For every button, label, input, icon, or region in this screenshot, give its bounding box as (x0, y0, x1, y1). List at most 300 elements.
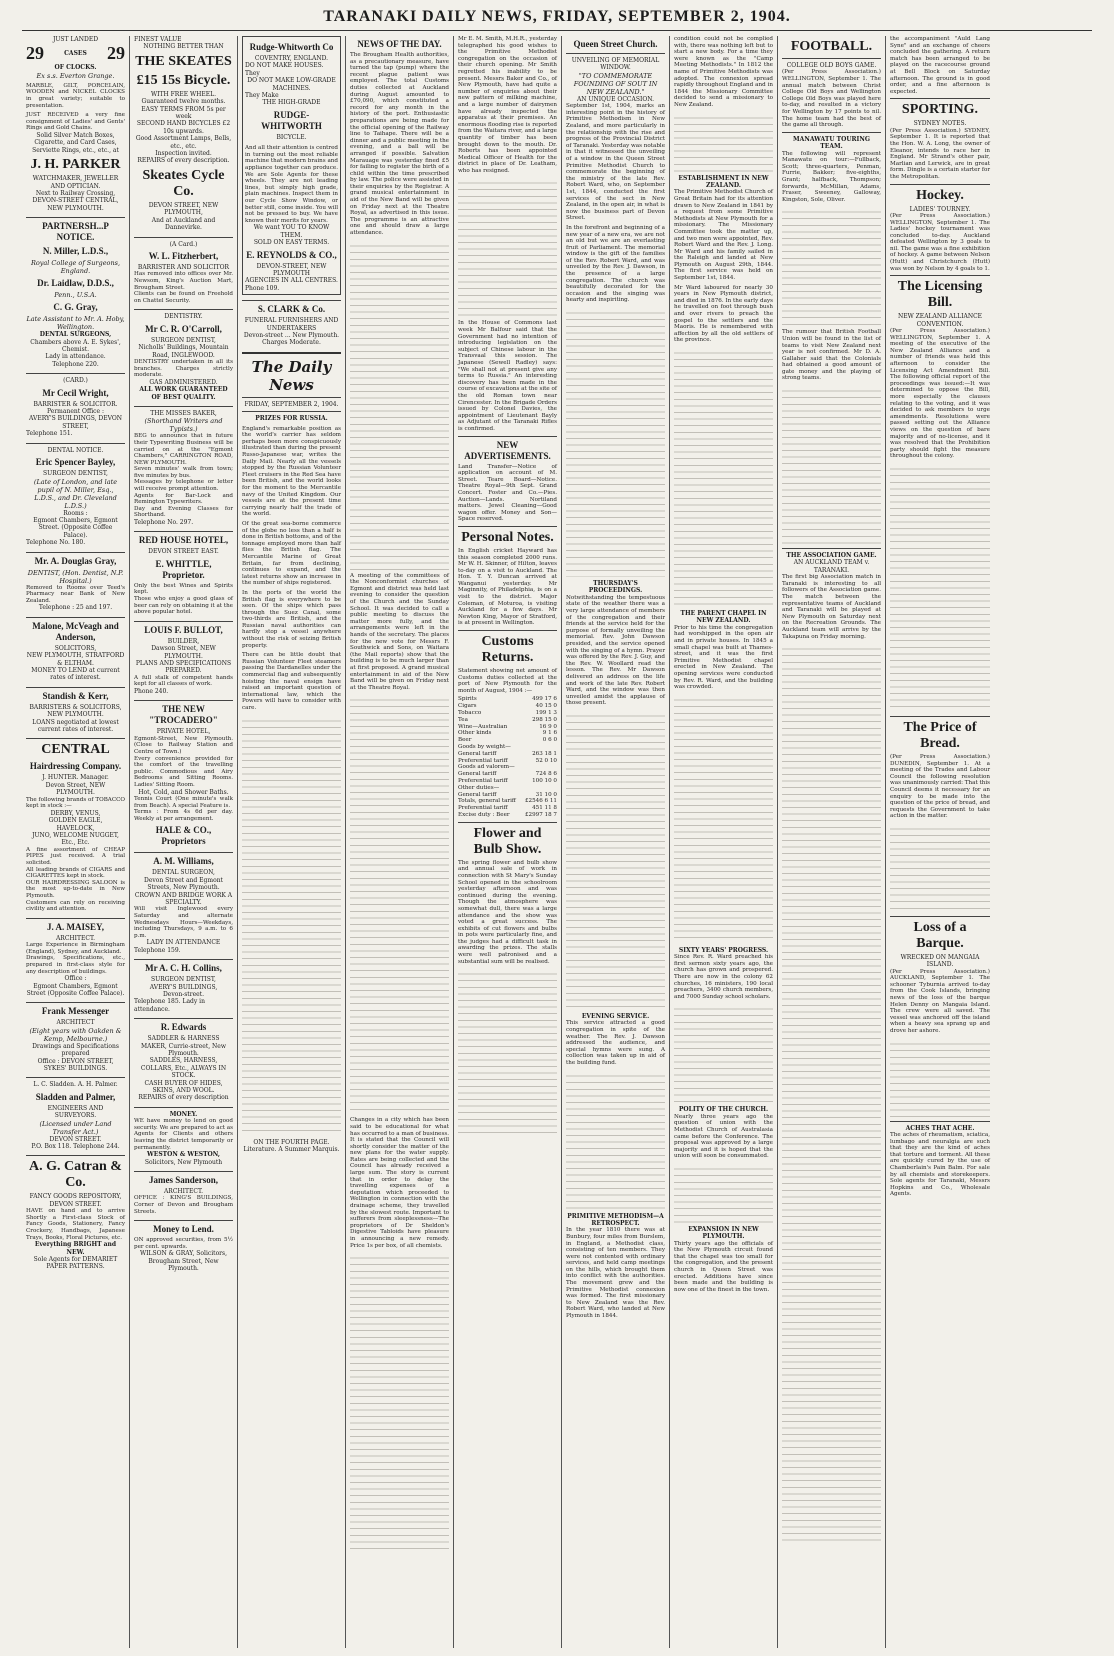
polity-body: Nearly three years ago the question of union with the Methodist Church of Australasia came before the Conference. The proposal was approved by a large majority and it is hoped that the union will soon be consummated. (674, 1113, 773, 1160)
news-text-block-3 (350, 1252, 449, 1552)
barque-text-block (890, 1038, 990, 1118)
customs-item: Other duties— (458, 784, 500, 791)
col7-body: condition could not be complied with, there was nothing left but to start a new body. For a time they were known as the "Camp Meeting Methodists." In 1812 the name of Primitive Methodists was adopted. The connexion spread rapidly throughout England and in 1844 the Missionary Committee decided to send a missionary to New Zealand. (674, 36, 773, 108)
central-pipes: A fine assortment of CHEAP PIPES just received. A trial solicited. (26, 846, 125, 866)
rudge-ad (242, 36, 341, 295)
customs-value: 724 8 6 (535, 771, 557, 778)
wright-trade: BARRISTER & SOLICITOR. (33, 400, 118, 408)
editorial-dateline: FRIDAY, SEPTEMBER 2, 1904. (244, 400, 339, 408)
douglas-name: Mr. A. Douglas Gray, (34, 555, 117, 566)
skeates-ad (134, 36, 233, 232)
trocadero-every: Every convenience provided for the comfort of the travelling public. Commodious and Airy Bedrooms and Sitting Rooms. Ladies' Sitting Room. (134, 755, 233, 788)
column-2 (130, 36, 238, 1648)
rumour-text-block (782, 385, 881, 545)
reynolds-name: E. REYNOLDS & CO., (246, 249, 337, 260)
flower-text-block (458, 968, 557, 1138)
messenger-office: Office : DEVON STREET, SYKES' BUILDINGS. (37, 1057, 114, 1072)
bayley-name: Eric Spencer Bayley, (35, 457, 116, 468)
customs-item: Totals, general tariff (458, 798, 516, 805)
second-hand: SECOND HAND BICYCLES £2 10s upwards. (136, 120, 231, 135)
sporting-body: (Per Press Association.) SYDNEY, September 1. It is reported that the Hon. W. A. Long, the owner of Eleanor, intends to race her in England. Mr Strand's other pair, Marlian and Lerwick, are in great form. Dingle is a certain starter for the Metropolitan. (890, 127, 990, 180)
maisey-ad (26, 922, 125, 998)
money-text: WE have money to lend on good security. We are prepared to act as Agents for Clients and others leaving the district temporarily or permanently. (134, 1118, 233, 1151)
rudge-company: Rudge-Whitworth Co (249, 42, 334, 52)
clocks-count-right: 29 (106, 43, 125, 64)
parker-received: JUST RECEIVED a very fine consignment of Ladies' and Gents' Rings and Gold Chains. (26, 112, 125, 132)
central-saloon: OUR HAIRDRESSING SALOON is the most up-to-date in New Plymouth. (26, 879, 125, 899)
skeates-heading: THE SKEATES (135, 53, 232, 69)
queen-street-sub-1: UNVEILING OF MEMORIAL WINDOW. (571, 57, 660, 72)
standish-name: Standish & Kerr, (42, 690, 109, 701)
personal-notes-title: Personal Notes. (461, 529, 554, 545)
customs-value: 0 6 0 (542, 737, 557, 744)
rumour-body: The rumour that British Football Union will be found in the list of teams to visit New Zealand next year is not confirmed. Mr D. A. Gallaher said that the Colonials had obtained a good amount of gate money and the playing of strong teams. (782, 329, 881, 382)
customs-row (458, 812, 557, 819)
collins-name: Mr A. C. H. Collins, (145, 963, 222, 974)
clark-trade: FUNERAL FURNISHERS AND UNDERTAKERS (244, 317, 339, 332)
establishment-body-1: The Primitive Methodist Church of Great Britain had for its attention drawn to New Zealand in 1841 by a request from some Primitive Methodists at New Plymouth for a missionary. The Missionary Committee took the matter up, and two men were appointed, Rev. Robert Ward and the Rev. J. Long. Mr Ward and his family sailed in the Raleigh and landed at New Plymouth on August 29th, 1844. The first service was held on September 1st, 1844. (674, 189, 773, 282)
clark-ad (242, 304, 341, 347)
clocks-heading: JUST LANDED (52, 36, 99, 43)
customs-value: 100 10 0 (532, 777, 557, 784)
customs-item: Spirits (458, 696, 477, 703)
skeates-address: DEVON STREET, NEW PLYMOUTH, (148, 201, 219, 217)
maisey-experience: Large Experience in Birmingham (England), Sydney, and Auckland. (26, 942, 125, 955)
brand-1: DERBY, VENUS, (50, 809, 101, 817)
fitzherbert-found: Clients can be found on Freehold on Chattel Security. (134, 291, 233, 304)
miller-name: N. Miller, L.D.S., (42, 246, 109, 257)
manawatu-body: The following will represent Manawatu on tour:—Fullback, Scott; three-quarters, Penman, Furrie, Bakker; five-eighths, Grant; halfback, Thompson; forwards, McMillan, Adams, Fraser, Sweeney, Galloway, Kingston, Sole, Oliver. (782, 150, 881, 203)
central-ad (26, 742, 125, 912)
central-cigars: All leading brands of CIGARS and CIGARETTES kept in stock. (26, 866, 125, 880)
customs-row (458, 717, 557, 724)
sanderson-trade: ARCHITECT. (163, 1188, 204, 1196)
messenger-ad (26, 1006, 125, 1072)
col5-body-2: In the House of Commons last week Mr Balfour said that the Government had no intention of introducing legislation on the subject of Chinese labour in the Transvaal this session. The Japanese (Sewell Radley) says: "We shall not at present give any terms to Russia." An interesting discovery has been made in the course of excavations at the site of the old Roman town near Cirencester. In the Brigade Orders issued by Colonel Davies, the appointment of Lieutenant Bayly as Adjutant of the Taranaki Rifles is confirmed. (458, 320, 557, 432)
customs-row (458, 778, 557, 785)
wright-name: Mr Cecil Wright, (42, 387, 109, 398)
sladden-box: P.O. Box 118. Telephone 244. (31, 1143, 120, 1150)
customs-value: 499 17 6 (532, 696, 557, 703)
clark-address: Devon-street ... New Plymouth. (243, 332, 340, 340)
central-civility: Customers can rely on receiving civility and attention. (26, 899, 125, 913)
rudge-highgrade: THE HIGH-GRADE (262, 99, 321, 107)
money-heading: MONEY. (169, 1110, 198, 1118)
wright-office: Permanent Office : (47, 408, 104, 416)
baker-ad (134, 410, 233, 527)
douglas-gray-ad (26, 556, 125, 612)
customs-item: Tobacco (458, 710, 482, 716)
gray-sub: Late Assistant to Mr. A. Hoby, Wellington. (26, 315, 125, 332)
manawatu-text-block (782, 206, 881, 326)
wright-telephone: Telephone 151. (26, 430, 73, 438)
flower-show-title: Flower and Bulb Show. (473, 825, 542, 857)
football-sub: COLLEGE OLD BOYS GAME. (786, 62, 877, 69)
ocarroll-trade: SURGEON DENTIST, (151, 336, 216, 344)
establishment-title: ESTABLISHMENT IN NEW ZEALAND. (678, 174, 769, 189)
rudge-coventry: COVENTRY, ENGLAND. (254, 55, 329, 62)
dental-telephone: Telephone 220. (52, 360, 99, 368)
wilson-name: WILSON & GRAY, Solicitors, (139, 1250, 228, 1258)
collins-trade: SURGEON DENTIST, (151, 976, 216, 984)
licensing-body: (Per Press Association.) WELLINGTON, September 1. A meeting of the executive of the New Zealand Alliance and a number of friends was held this afternoon to consider the Licensing Act Amendment Bill. The following official report of the proceedings was issued:—It was determined to oppose the Bill, more especially the clauses relating to the voting, and it was decided to ask members to urge amendments. Resolutions were passed setting out the Alliance views on the question of bare majority and of no-license, and it was resolved that the Prohibition party should fight the measure throughout the colony. (890, 328, 990, 460)
sladden-ad (26, 1081, 125, 1150)
whittle-those: Those who enjoy a good glass of beer can rely on obtaining it at the above popular hotel. (134, 596, 233, 616)
baker-text: BEG to announce that in future their Typewriting Business will be carried on at the "Egmont Chambers," CARRINGTON ROAD, NEW PLYMOUTH. (134, 433, 233, 466)
customs-row (458, 751, 557, 758)
catran-have: HAVE on hand and to arrive Shortly a First-class Stock of Fancy Goods, Stationery, Fancy Crockery, Handbags, Japanese Trays, Books, Floral Pictures, etc. (26, 1208, 125, 1241)
customs-row (458, 703, 557, 710)
card-label: (CARD.) (63, 377, 88, 385)
card-label: (A Card.) (169, 240, 198, 248)
parent-chapel-text-block (674, 694, 773, 944)
rudge-donot: DO NOT MAKE HOUSES. (245, 62, 324, 70)
customs-value: 16 9 0 (539, 723, 557, 730)
barque-sub: WRECKED ON MANGAIA ISLAND. (900, 953, 980, 969)
bayley-rooms: Rooms : (63, 509, 88, 517)
standish-loans: LOANS negotiated at lowest current rates of interest. (32, 718, 119, 733)
central-brands: The following brands of TOBACCO kept in stock :— (26, 796, 125, 810)
thursday-title: THURSDAY'S PROCEEDINGS. (588, 580, 643, 595)
barque-title: Loss of a Barque. (913, 919, 967, 951)
parent-chapel-title: THE PARENT CHAPEL IN NEW ZEALAND. (680, 610, 767, 625)
inspection: Inspection invited. (155, 150, 212, 158)
clocks-of: OF CLOCKS. (54, 64, 97, 72)
guarantee: Guaranteed twelve months. (141, 98, 226, 106)
dental-address: Chambers above A. E. Sykes', Chemist. (30, 338, 121, 354)
ocarroll-ad (134, 313, 233, 401)
columns (22, 36, 1102, 1648)
malone-money: MONEY TO LEND at current rates of interest. (31, 666, 120, 682)
sporting-title: SPORTING. (901, 102, 979, 118)
aches-body: The aches of rheumatism, sciatica, lumbago and neuralgia are such that they are the kind of aches that torture and torment. All these are quickly cured by the use of Chamberlain's Pain Balm. For sale by all chemists and storekeepers. Sole agents for Taranaki, Messrs Hopkins and Co., Wholesale Agents. (890, 1132, 990, 1198)
wilson-address: Brougham Street, New Plymouth. (148, 1257, 219, 1273)
sladden-sub: (Licensed under Land Transfer Act.) (39, 1119, 112, 1136)
messenger-plans: Drawings and Specifications prepared (32, 1042, 119, 1058)
finest-value: FINEST VALUE (134, 36, 182, 43)
customs-item: Beer (458, 737, 472, 744)
sladden-name: Sladden and Palmer, (35, 1091, 116, 1102)
customs-row (458, 710, 557, 717)
bullot-note: A full stalk of competent hands kept for all classes of work. (134, 674, 233, 688)
customs-value: 451 11 8 (532, 805, 557, 812)
rudge-want: We want YOU TO KNOW THEM. (253, 224, 330, 239)
masthead: TARANAKI DAILY NEWS, FRIDAY, SEPTEMBER 2, 1904. (323, 8, 791, 25)
primitive-body: In the year 1810 there was at Bunbury, four miles from Burslem, in England, a Methodist class, consisting of ten members. They were not contented with ordinary services, and held camp meetings on the hills, which brought them into conflict with the authorities. The movement grew and the Primitive Methodist connexion was formed. The first missionary to New Zealand was the Rev. Robert Ward, who landed at New Plymouth in 1844. (566, 1227, 665, 1320)
column-6 (562, 36, 670, 1648)
customs-value: 40 15 0 (535, 703, 557, 710)
news-text-block-1 (350, 240, 449, 570)
queen-street-sub-2: "TO COMMEMORATE FOUNDING OF SOUT IN NEW ZEALAND." (573, 71, 658, 96)
col5-text-block-1 (458, 177, 557, 317)
news-of-day-body-1: The Brougham Health authorities, as a precautionary measure, have turned the tap (pump) where the recent plague patient was employed. The total Customs duties collected at Auckland during August amounted to £70,090, which constituted a record for any month in the history of the port. Enthusiastic preparations are being made for the official opening of the Railway line to Taihape. There will be a dinner and a public meeting in the evening, and a ball will be arranged if possible. Salvation Marauage was yesterday fined £5 for failing to register the birth of a child within the time prescribed by law. The police were assisted in their enquiries by the Registrar. A grand musical entertainment in aid of the New Band will be given on Friday next at the Theatre Royal, as advertised in this issue. The programme is an attractive one and should draw a large attendance. (350, 52, 449, 237)
assoc-text-block (782, 643, 881, 1543)
central-name: CENTRAL (41, 742, 110, 758)
column-5 (454, 36, 562, 1648)
maisey-office: Office : (64, 975, 87, 983)
parker-trade: WATCHMAKER, JEWELLER AND OPTICIAN. (32, 175, 119, 190)
queen-street-title: Queen Street Church. (573, 39, 658, 49)
work-guaranteed: ALL WORK GUARANTEED OF BEST QUALITY. (139, 386, 228, 401)
customs-row (458, 798, 557, 805)
bayley-sub: (Late of London, and late pupil of N. Miller, Esq., L.D.S., and Dr. Cleveland L.D.S.) (33, 477, 118, 510)
catran-trade: FANCY GOODS REPOSITORY, DEVON STREET. (29, 1193, 122, 1208)
customs-item: Preferential tariff (458, 757, 508, 764)
weston-trade: Solicitors, New Plymouth (144, 1158, 223, 1166)
ocarroll-name: Mr C. R. O'Carroll, (145, 323, 222, 334)
free-wheel: WITH FREE WHEEL. (150, 90, 217, 98)
sladden-partners: L. C. Sladden. A. H. Palmer. (33, 1081, 118, 1089)
news-text-block-2 (350, 694, 449, 1114)
edwards-name: R. Edwards (160, 1022, 207, 1033)
editorial-body-2: Of the great sea-borne commerce of the globe no less than a half is done in British bottoms, and of the tonnage employed more than half flies the British flag. The Mercantile Marine of Great Britain, far from declining, continues to expand, and the latest returns show an increase in the number of ships registered. (242, 520, 341, 587)
customs-value: £2997 18 7 (524, 811, 557, 818)
assoc-body: The first big Association match in Taranaki is interesting to all followers of the Association game. The match between the representative teams of Auckland and Taranaki will be played at New Plymouth on Saturday next on the Recreation Grounds. The Auckland team will arrive by the Takapuna on Friday morning. (782, 574, 881, 640)
catran-ad (26, 1159, 125, 1270)
standish-ad (26, 691, 125, 734)
flower-show-body: The spring flower and bulb show and annual sale of work in connection with St Mary's Sunday School opened in the schoolroom yesterday afternoon and was continued during the evening. Though the atmosphere was somewhat dull, there was a large attendance and the show was voted a great success. The exhibits of cut flowers and bulbs in pots were particularly fine, and the judges had a difficult task in awarding the prizes. The stalls were well patronised and a substantial sum will be realised. (458, 859, 557, 965)
thursday-body: Notwithstanding the tempestuous state of the weather there was a very large attendance of members of the congregation and their friends at the service held for the purpose of formally unveiling the memorial. Rev. John Dawson presided, and the service opened with the singing of a hymn. Prayer was offered by the Rev. J. Guy, and the Rev. W. Woollard read the lesson. The Rev. Mr Dawson delivered an address on the life and work of the late Rev. Robert Ward, and the window was then unveiled amidst the applause of those present. (566, 594, 665, 707)
redhouse-address: DEVON STREET EAST. (148, 548, 219, 556)
trocadero-private: PRIVATE HOTEL, (156, 728, 211, 736)
williams-trade: DENTAL SURGEON, (152, 869, 215, 877)
customs-item: Cigars (458, 703, 477, 710)
new-adverts-body: Land Transfer—Notice of application on account of M. Street. Teare Board—Notice. Theatre Royal—9th Sept. Grand Concert. Foster and Co.—Pies. Auction—Lands. Nortiland matters. Jewel Cleaning—Good wagon offer. Money and Son—Space reserved. (458, 463, 557, 523)
football-title: FOOTBALL. (790, 39, 873, 54)
dental-surgeons: DENTAL SURGEONS, (39, 331, 112, 339)
assoc-sub: AN AUCKLAND TEAM v. TARANAKI. (793, 559, 870, 574)
catran-name: A. G. Catran & Co. (29, 1159, 122, 1191)
customs-value: 263 18 1 (532, 750, 557, 757)
fitzherbert-ad (134, 241, 233, 305)
customs-row (458, 758, 557, 765)
editorial-body-1: England's remarkable position as the world's carrier has seldom perhaps been more conspicuously illustrated than during the present Russo-Japanese war, writes the Daily Mail. Nearly all the vessels stopped by the Russian Volunteer Fleet cruisers in the Red Sea have been British, and the world looks for the moment to the Mercantile navy of the United Kingdom. Our vessels are at the present time carrying nearly half the trade of the world. (242, 425, 341, 518)
customs-value: £2546 6 11 (524, 798, 557, 805)
column-1 (22, 36, 130, 1648)
lend-heading: Money to Lend. (153, 1224, 214, 1235)
collins-telephone: Telephone 185. Lady in attendance. (134, 998, 205, 1013)
bullot-name: LOUIS F. BULLOT, (144, 624, 223, 635)
editorial-body-3: In the ports of the world the British flag is everywhere to be seen. Of the ships which pass through the Suez Canal, some two-thirds are British, and the Russian naval authorities can hardly stop a vessel anywhere without the risk of seizing British property. (242, 589, 341, 649)
edwards-ad (134, 1022, 233, 1102)
customs-value: 31 10 0 (535, 791, 557, 798)
customs-item: General tariff (458, 791, 497, 798)
williams-address: Devon Street and Egmont Streets, New Plymouth. (144, 876, 223, 892)
douglas-telephone: Telephone : 25 and 197. (38, 604, 113, 612)
brand-5: Etc., Etc. (61, 839, 90, 847)
maisey-trade: ARCHITECT. (55, 934, 96, 942)
maisey-plans: Drawings, Specifications, etc., prepared in first-class style for any description of buildings. (26, 955, 125, 975)
edwards-trade: SADDLER & HARNESS MAKER, Currie-street, New Plymouth. (141, 1035, 226, 1058)
reynolds-phone: Phone 109. (245, 284, 280, 292)
masthead-rule (22, 30, 1092, 31)
reynolds-address: DEVON-STREET, NEW PLYMOUTH (256, 262, 327, 277)
good-assortment: Good Assortment Lamps, Bells, etc., etc. (135, 135, 232, 150)
malone-name: Malone, McVeagh and Anderson, (32, 620, 119, 642)
wright-ad (26, 377, 125, 437)
trocadero-tennis: Tennis Court (One minute's walk from Beach). A special Feature is. (134, 796, 233, 809)
expansion-title: EXPANSION IN NEW PLYMOUTH. (688, 1225, 759, 1241)
customs-row (458, 792, 557, 799)
parker-name: J. H. PARKER (30, 157, 121, 173)
bayley-ad (26, 447, 125, 547)
customs-row (458, 805, 557, 812)
column-8 (778, 36, 886, 1648)
parker-also: Solid Silver Match Boxes, Cigarette, and Card Cases, Serviette Rings, etc., etc., at (32, 131, 119, 154)
licensing-text-block (890, 463, 990, 713)
edwards-goods: SADDLES, HARNESS, COLLARS, Etc., ALWAYS IN STOCK. (140, 1057, 227, 1080)
assoc-title: THE ASSOCIATION GAME. (786, 552, 877, 560)
news-of-day-title: NEWS OF THE DAY. (357, 39, 442, 49)
customs-item: Tea (458, 716, 468, 723)
fourth-page-items: Literature. A Summer Marquis. (243, 1146, 340, 1153)
column-7 (670, 36, 778, 1648)
sixty-years-title: SIXTY YEARS' PROGRESS. (678, 946, 769, 954)
messenger-sub: (Eight years with Oakden & Kemp, Melbourne.) (29, 1026, 122, 1043)
trocadero-name: THE NEW "TROCADERO" (149, 704, 218, 726)
baker-telephone: Telephone No. 297. (134, 519, 194, 527)
customs-value: 52 0 10 (535, 757, 557, 764)
establishment-body-2: Mr Ward laboured for nearly 30 years in New Plymouth district, and died in 1876. In the early days he travelled on foot through bush and over rivers to preach the gospel to the settlers and the Maoris. He is remembered with affection by all the old settlers of the province. (674, 284, 773, 344)
col5-body-1: Mr E. M. Smith, M.H.R., yesterday telegraphed his good wishes to the Primitive Methodist congregation on the occasion of their church opening. Mr Smith regretted his inability to be present. Messrs Baker and Co., of New Plymouth, have had quite a number of enquiries about their new pattern of milking machine, and a large number of dairymen have already inspected the apparatus at their premises. An enormous flooding rise is reported from the Waitara river, and a large quantity of timber has been brought down to the mouth. Dr. Roberts has been appointed Medical Officer of Health for the district in place of Dr. Leatham, who has resigned. (458, 36, 557, 174)
maisey-name: J. A. MAISEY, (47, 921, 104, 932)
football-body: (Per Press Association.) WELLINGTON, September 1. The annual match between Christ College Old Boys and Wellington College Old Boys was played here to-day, and resulted in a victory for Wellington by 17 points to nil. The home team had the best of the game all through. (782, 69, 881, 129)
skeates-company: Skeates Cycle Co. (142, 167, 225, 199)
customs-item: Other kinds (458, 730, 492, 737)
bread-body: (Per Press Association.) DUNEDIN, September 1. At a meeting of the Trades and Labour Council the following resolution was unanimously carried: That this Council deems it necessary for an enquiry to be made into the question of the price of bread, and requests the Government to take action in the matter. (890, 753, 990, 820)
williams-telephone: Telephone 159. (134, 946, 181, 954)
skeates-branches: And at Auckland and Dannevirke. (151, 216, 216, 232)
customs-row (458, 771, 557, 778)
williams-name: A. M. Williams, (153, 856, 214, 867)
customs-item: Goods by weight— (458, 743, 511, 750)
bayley-address: Egmont Chambers, Egmont Street. (Opposite Coffee Palace). (33, 516, 118, 539)
evening-text-block (566, 1070, 665, 1210)
catran-agents: Sole Agents for DEMARIET PAPER PATTERNS. (33, 1256, 118, 1271)
laidlaw-sub: Penn., U.S.A. (54, 291, 97, 300)
customs-intro: Statement showing net amount of Customs duties collected at the port of New Plymouth for the month of August, 1904 :— (458, 668, 557, 694)
parent-chapel-body: Prior to his time the congregation had worshipped in the open air and in private houses. In 1845 a small chapel was built at Thames-street, and it was the first Primitive Methodist chapel erected in New Zealand. The opening services were conducted by Rev. R. Ward, and the building was crowded. (674, 624, 773, 691)
clark-charges: Charges Moderate. (262, 339, 321, 347)
rudge-name: RUDGE-WHITWORTH (261, 109, 322, 131)
clocks-count-left: 29 (26, 43, 44, 64)
parker-items: MARBLE, GILT, PORCELAIN, WOODEN and NICKEL CLOCKS in great variety; suitable to presentation. (26, 82, 125, 109)
bullot-ad (134, 625, 233, 696)
column-4 (346, 36, 454, 1648)
customs-item: Preferential tariff (458, 777, 508, 784)
rudge-bicycle: BICYCLE. (276, 133, 307, 141)
hockey-title: Hockey. (916, 187, 964, 203)
barque-body: (Per Press Association.) AUCKLAND, September 1. The schooner Tyburnia arrived to-day from the Cook Islands, bringing news of the loss of the barque Helen Denny on Mangaia Island. The crew were all saved. The vessel was anchored off the island when a heavy sea sprang up and drove her ashore. (890, 968, 990, 1035)
queen-street-body-1: September 1st, 1904, marks an interesting point in the history of Primitive Methodism in New Zealand, and more particularly in the relationship with the rise and progress of the Provincial District of Taranaki. Yesterday was notable in that it witnessed the unveiling of a window in the Queen Street Primitive Methodist Church to commemorate the beginning of the ministry of the late Rev. Robert Ward, who, on September 1st, 1844, conducted the first services of the sect in New Zealand, in the open air, in what is now the business part of Devon Street. (566, 103, 666, 222)
queen-street-body-2: In the forefront and beginning of a new year of a new era, we are not an old but we are an everlasting fruit of Parliament. The memorial window is the gift of the families of the Rev. Robert Ward, and was unveiled by the Rev. J. Dawson, in the presence of a large congregation. The church was beautifully decorated for the occasion and the singing was hearty and inspiriting. (566, 224, 665, 304)
personal-notes-body: In English cricket Hayward has this season completed 2000 runs. Mr W. H. Skinner, of Hilton, leaves to-day on a visit to Auckland. The Hon. T. Y. Duncan arrived at Wanganui yesterday. Mr Maginnity, of Philadelphia, is on a visit to the district. Major Coleman, of Moturoa, is visiting Auckland for a few days. Mr Newton King, Mayor of Stratford, is at present in Wellington. (458, 547, 557, 627)
redhouse-ad (134, 535, 233, 615)
collins-ad (134, 963, 233, 1013)
customs-row (458, 764, 557, 771)
customs-row (458, 744, 557, 751)
sanderson-name: James Sanderson, (148, 1175, 218, 1186)
polity-title: POLITY OF THE CHURCH. (678, 1106, 769, 1114)
brand-2: GOLDEN EAGLE, (48, 817, 103, 825)
laidlaw-name: Dr. Laidlaw, D.D.S., (37, 278, 114, 289)
customs-item: Preferential tariff (458, 805, 508, 812)
dentistry-heading: DENTISTRY. (164, 313, 203, 321)
hockey-sub: LADIES' TOURNEY. (909, 205, 971, 213)
reynolds-agencies: AGENCIES IN ALL CENTRES. (245, 277, 338, 285)
trocadero-baths: Hot, Cold, and Shower Baths. (138, 788, 229, 796)
bullot-plans: PLANS AND SPECIFICATIONS PREPARED. (135, 660, 232, 675)
central-sub: Hairdressing Company. (29, 761, 122, 772)
fourth-page: ON THE FOURTH PAGE. (253, 1138, 330, 1146)
customs-row (458, 724, 557, 731)
catran-bright: Everything BRIGHT and NEW. (34, 1241, 117, 1256)
wright-address: AVERY'S BUILDINGS, DEVON STREET, (28, 415, 123, 430)
manawatu-title: MANAWATU TOURING TEAM. (793, 135, 870, 151)
gas-administered: GAS ADMINISTERED. (149, 378, 218, 386)
editorial-body-4: There can be little doubt that Russian Volunteer Fleet steamers passing the Dardanelles under the commercial flag and subsequently hoisting the naval ensign have raised an important question of international law, which the Powers will have to consider with care. (242, 652, 341, 711)
sladden-address: DEVON STREET. (49, 1135, 102, 1143)
column-3 (238, 36, 346, 1648)
brand-4: JUNO, WELCOME NUGGET, (32, 832, 119, 839)
bayley-trade: SURGEON DENTIST, (43, 470, 108, 478)
hale-proprietors: HALE & CO., Proprietors (155, 825, 212, 847)
collins-address: AVERY'S BUILDINGS, (149, 983, 218, 991)
baker-sub: (Shorthand Writers and Typists.) (144, 417, 223, 434)
bullot-phone: Phone 240. (134, 688, 169, 696)
parker-address: Next to Railway Crossing, DEVON-STREET CENTRAL, NEW PLYMOUTH. (32, 190, 119, 212)
customs-value: 199 1 3 (535, 710, 557, 716)
fitzherbert-trade: BARRISTER AND SOLICITOR (137, 263, 230, 271)
malone-ad (26, 621, 125, 682)
new-adverts-title: NEW ADVERTISEMENTS. (464, 439, 551, 461)
establishment-text-block (674, 347, 773, 607)
rudge-sold: SOLD ON EASY TERMS. (253, 239, 330, 247)
messenger-name: Frank Messenger (41, 1006, 110, 1017)
baker-agents: Agents for Bar-Lock and Remington Typewriters. (134, 492, 233, 506)
malone-address: NEW PLYMOUTH, STRATFORD & ELTHAM. (26, 652, 125, 667)
weston-name: WESTON & WESTON, (147, 1151, 220, 1159)
queen-street-text-block (566, 307, 665, 577)
editorial-text-block (242, 715, 341, 1135)
collins-street: Devon-street. (162, 991, 205, 998)
maisey-address: Egmont Chambers, Egmont Street (Opposite Coffee Palace). (26, 982, 125, 997)
ocarroll-address: Nicholls' Buildings, Mountain Road, INGLEWOOD. (138, 344, 229, 359)
trocadero-terms: Terms : From 4s 6d per day. Weekly at per arrangement. (134, 809, 233, 822)
customs-item: Excise duty : Beer (458, 811, 510, 818)
customs-row (458, 737, 557, 744)
bread-title: The Price of Bread. (903, 719, 977, 751)
baker-seven: Seven minutes' walk from town; five minutes by bus. (134, 466, 233, 479)
whittle-wines: Only the best Wines and Spirits kept. (134, 582, 233, 596)
bread-text-block (890, 823, 990, 913)
baker-phone: Messages by telephone or letter will receive prompt attention. (134, 479, 233, 493)
dental-partnership-ad (26, 221, 125, 368)
whittle-name: E. WHITTLE, Proprietor. (155, 558, 212, 580)
customs-value: 298 15 0 (532, 716, 557, 723)
news-of-day-body-2: A meeting of the committees of the Nonconformist churches of Egmont and district was held last evening to consider the question of the Church and the Sunday School. It was decided to call a public meeting to discuss the matter more fully, and the arrangements were left in the hands of the secretary. The places for the new vote for Messrs F. Southwick and Sons, on Waitara (the Mail reports) show that the building is to be much larger than at first proposed. A grand musical entertainment in aid of the New Band will be given on Friday next at the Theatre Royal. (350, 572, 449, 691)
sladden-trade: ENGINEERS AND SURVEYORS. (47, 1104, 104, 1120)
customs-title: Customs Returns. (481, 634, 534, 666)
customs-item: General tariff (458, 750, 497, 757)
bullot-trade: BUILDER, (167, 637, 200, 645)
fitzherbert-name: W. L. Fitzherbert, (148, 250, 219, 261)
ocarroll-teeth: DENTISTRY undertaken in all its branches. Charges strictly moderate. (134, 358, 233, 379)
partnership-heading: PARTNERSH...P NOTICE. (42, 221, 109, 243)
sixty-years-text-block (674, 1003, 773, 1103)
expansion-body: Thirty years ago the officials of the New Plymouth circuit found that the chapel was too small for the congregation, and the present church in Queen Street was erected. Additions have since been made and the building is now one of the finest in the town. (674, 1240, 773, 1293)
editorial-title: PRIZES FOR RUSSIA. (255, 415, 328, 423)
